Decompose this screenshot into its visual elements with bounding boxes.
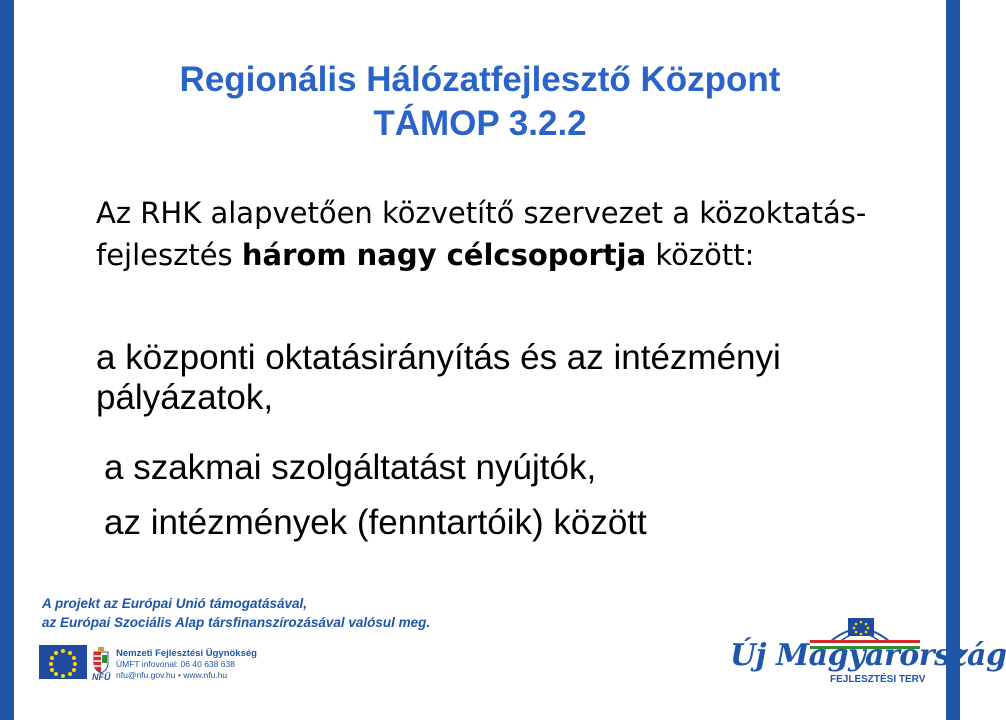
- intro-text-1: Az RHK alapvetően közvetítő szervezet a közoktatás-fejlesztés: [96, 196, 867, 272]
- eu-funding-line-2: az Európai Szociális Alap társfinanszírozásával valósul meg.: [42, 615, 431, 630]
- agency-web: nfu@nfu.gov.hu • www.nfu.hu: [116, 670, 228, 680]
- uj-magyarorszag-logo: [730, 612, 1006, 704]
- eu-funding-note: [42, 594, 430, 632]
- intro-paragraph: [96, 192, 916, 276]
- slide-subtitle: TÁMOP 3.2.2: [373, 104, 587, 143]
- list-item: az intézmények (fenntartóik) között: [104, 503, 647, 542]
- eu-funding-line-1: A projekt az Európai Unió támogatásával,: [42, 596, 308, 611]
- eu-flag-icon: [39, 645, 87, 679]
- list-item: a szakmai szolgáltatást nyújtók,: [104, 448, 597, 487]
- coat-of-arms-icon: [92, 647, 110, 675]
- nfu-label: NFÜ: [92, 672, 111, 682]
- logo-text: Új Magyarország: [730, 638, 1006, 673]
- intro-bold-text: három nagy célcsoportja: [241, 238, 647, 272]
- slide-title: Regionális Hálózatfejlesztő Központ: [179, 60, 781, 99]
- agency-name: Nemzeti Fejlesztési Ügynökség: [116, 648, 257, 659]
- logo-subtitle: FEJLESZTÉSI TERV: [830, 674, 926, 685]
- intro-text-2: között:: [646, 238, 755, 272]
- agency-phone: ÚMFT infovonal: 06 40 638 638: [116, 659, 235, 669]
- agency-info: [116, 648, 257, 681]
- list-item: a központi oktatásirányítás és az intézményi pályázatok,: [96, 338, 781, 417]
